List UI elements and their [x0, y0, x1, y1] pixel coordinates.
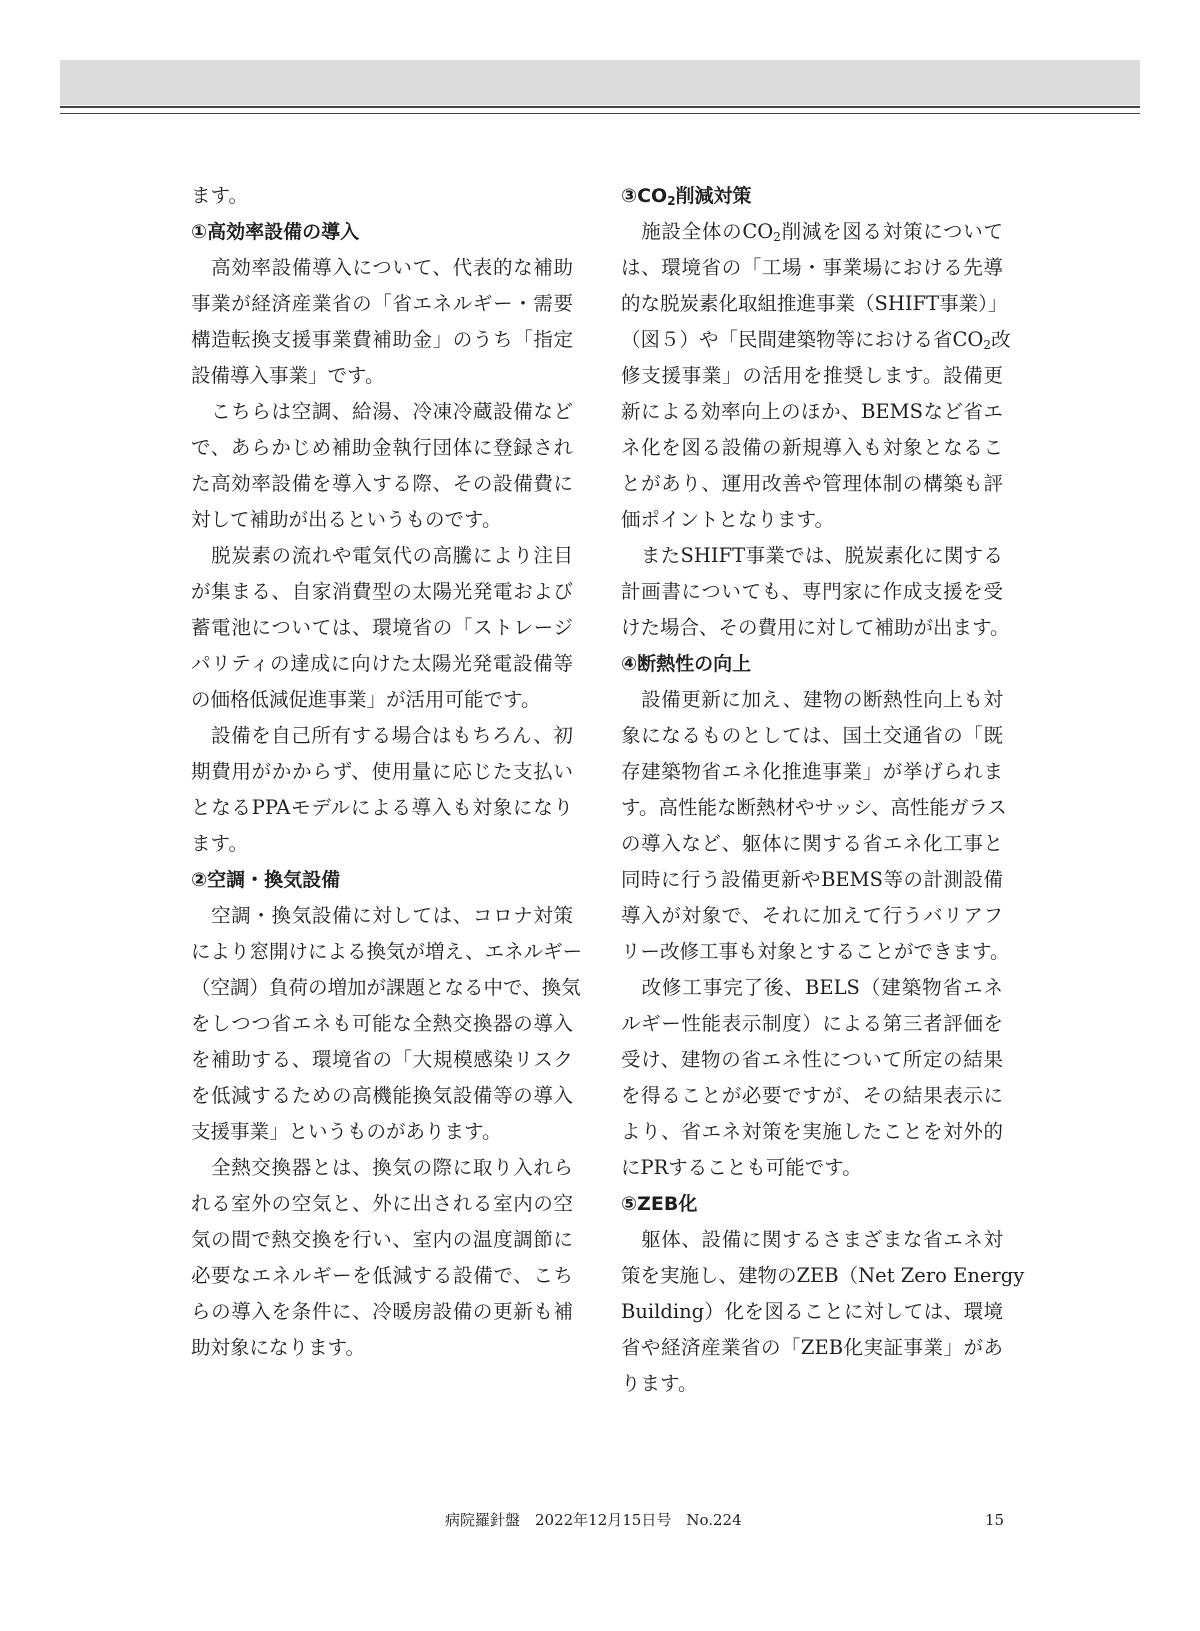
text-line: 蓄電池については、環境省の「ストレージ — [191, 616, 573, 639]
page-number: 15 — [985, 1511, 1005, 1529]
subscript: 2 — [667, 194, 676, 208]
text-line: 空調・換気設備に対しては、コロナ対策 — [191, 904, 573, 927]
footer-publication: 病院羅針盤 2022年12月15日号 No.224 — [445, 1511, 742, 1529]
text-line: 的な脱炭素化取組推進事業（SHIFT事業）」 — [621, 292, 1008, 315]
text-line: す。高性能な断熱材やサッシ、高性能ガラス — [621, 796, 1007, 819]
text-line: 躯体、設備に関するさまざまな省エネ対 — [621, 1228, 1003, 1251]
text-line: 構造転換支援事業費補助金」のうち「指定 — [191, 328, 573, 351]
header-rule — [60, 106, 1140, 108]
text-line: 必要なエネルギーを低減する設備で、こち — [191, 1264, 573, 1287]
text-fragment: ③CO — [621, 185, 668, 207]
text-line: またSHIFT事業では、脱炭素化に関する — [621, 544, 1003, 567]
text-line: にPRすることも可能です。 — [621, 1156, 862, 1179]
text-line: を補助する、環境省の「大規模感染リスク — [191, 1048, 573, 1071]
text-line: （空調）負荷の増加が課題となる中で、換気 — [191, 976, 581, 999]
text-line: 高効率設備導入について、代表的な補助 — [191, 256, 573, 279]
text-line: 同時に行う設備更新やBEMS等の計測設備 — [621, 868, 1003, 891]
text-line: 期費用がかからず、使用量に応じた支払い — [191, 760, 573, 783]
text-line — [621, 322, 1011, 358]
text-line: 存建築物省エネ化推進事業」が挙げられま — [621, 760, 1003, 783]
header-rule-thin — [60, 113, 1140, 114]
text-line: Building）化を図ることに対しては、環境 — [621, 1300, 1003, 1323]
header-band — [60, 60, 1140, 105]
text-line: 策を実施し、建物のZEB（Net Zero Energy — [621, 1264, 1025, 1287]
section-heading: ①高効率設備の導入 — [191, 221, 360, 243]
text-line: 価ポイントとなります。 — [621, 508, 834, 531]
text-line: 事業が経済産業省の「省エネルギー・需要 — [191, 292, 573, 315]
text-line: の価格低減促進事業」が活用可能です。 — [191, 688, 541, 711]
text-line: の導入など、躯体に関する省エネ化工事と — [621, 832, 1003, 855]
subscript: 2 — [983, 338, 992, 352]
text-line: 助対象になります。 — [191, 1336, 365, 1359]
text-line: とがあり、運用改善や管理体制の構築も評 — [621, 472, 1003, 495]
text-line: ます。 — [191, 184, 248, 207]
section-heading: ⑤ZEB化 — [621, 1193, 698, 1215]
text-line: は、環境省の「工場・事業場における先導 — [621, 256, 1003, 279]
text-line: 修支援事業」の活用を推奨します。設備更 — [621, 364, 1003, 387]
text-line: 全熱交換器とは、換気の際に取り入れら — [191, 1156, 573, 1179]
text-line: 新による効率向上のほか、BEMSなど省エ — [621, 400, 1003, 423]
subscript: 2 — [773, 230, 781, 244]
text-line: 象になるものとしては、国土交通省の「既 — [621, 724, 1003, 747]
text-line: を低減するための高機能換気設備等の導入 — [191, 1084, 573, 1107]
section-heading — [621, 178, 1003, 214]
text-line: をしつつ省エネも可能な全熱交換器の導入 — [191, 1012, 573, 1035]
text-line: 省や経済産業省の「ZEB化実証事業」があ — [621, 1336, 1003, 1359]
text-line: 支援事業」というものがあります。 — [191, 1120, 502, 1143]
text-line: となるPPAモデルによる導入も対象になり — [191, 796, 573, 819]
page-footer — [0, 1508, 1200, 1532]
text-line: らの導入を条件に、冷暖房設備の更新も補 — [191, 1300, 573, 1323]
text-line: 改修工事完了後、BELS（建築物省エネ — [621, 976, 1003, 999]
text-line: 脱炭素の流れや電気代の高騰により注目 — [191, 544, 573, 567]
text-line: れる室外の空気と、外に出される室内の空 — [191, 1192, 573, 1215]
text-line: 設備更新に加え、建物の断熱性向上も対 — [621, 688, 1003, 711]
text-line: を得ることが必要ですが、その結果表示に — [621, 1084, 1003, 1107]
text-line: けた場合、その費用に対して補助が出ます。 — [621, 616, 1010, 639]
text-line: 設備導入事業」です。 — [191, 364, 385, 387]
text-line: パリティの達成に向けた太陽光発電設備等 — [191, 652, 573, 675]
text-line: 計画書についても、専門家に作成支援を受 — [621, 580, 1003, 603]
text-line: 気の間で熱交換を行い、室内の温度調節に — [191, 1228, 573, 1251]
text-line: た高効率設備を導入する際、その設備費に — [191, 472, 573, 495]
text-line: こちらは空調、給湯、冷凍冷蔵設備など — [191, 400, 573, 423]
text-line: により窓開けによる換気が増え、エネルギー — [191, 940, 583, 963]
text-line: 対して補助が出るというものです。 — [191, 508, 502, 531]
text-line: 導入が対象で、それに加えて行うバリアフ — [621, 904, 1003, 927]
text-fragment: （図５）や「民間建築物等における省CO — [621, 328, 984, 351]
text-fragment: 削減を図る対策について — [780, 220, 1003, 243]
text-line: ります。 — [621, 1372, 698, 1395]
text-line — [621, 214, 1003, 250]
text-line: で、あらかじめ補助金執行団体に登録され — [191, 436, 573, 459]
text-line: より、省エネ対策を実施したことを対外的 — [621, 1120, 1003, 1143]
text-line: ネ化を図る設備の新規導入も対象となるこ — [621, 436, 1003, 459]
text-line: ルギー性能表示制度）による第三者評価を — [621, 1012, 1003, 1035]
text-line: 受け、建物の省エネ性について所定の結果 — [621, 1048, 1003, 1071]
section-heading: ④断熱性の向上 — [621, 653, 752, 675]
right-text-column — [621, 178, 1025, 1402]
text-fragment: 施設全体のCO — [621, 220, 774, 243]
text-fragment: 削減対策 — [675, 185, 752, 207]
text-line: リー改修工事も対象とすることができます。 — [621, 940, 1010, 963]
text-line: ます。 — [191, 832, 248, 855]
text-fragment: 改 — [991, 328, 1011, 351]
section-heading: ②空調・換気設備 — [191, 869, 341, 891]
text-line: が集まる、自家消費型の太陽光発電および — [191, 580, 573, 603]
text-line: 設備を自己所有する場合はもちろん、初 — [191, 724, 573, 747]
left-text-column — [191, 178, 583, 1366]
